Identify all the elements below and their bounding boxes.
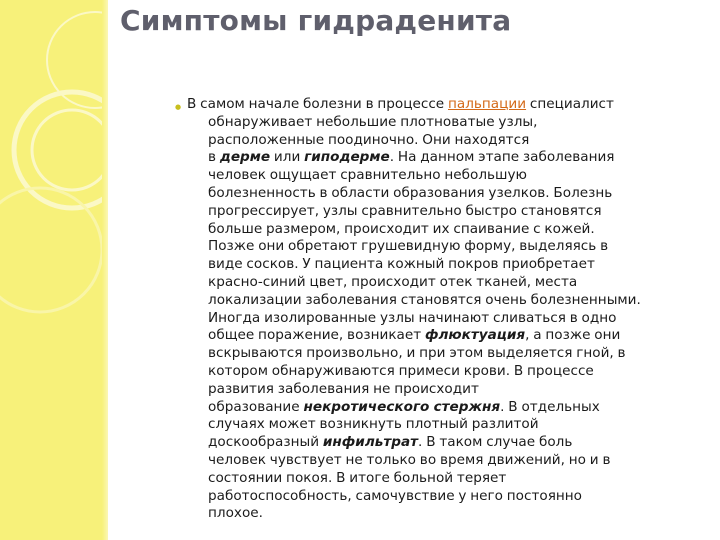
slide-title: Симптомы гидраденита	[120, 4, 512, 37]
text-run: плохое.	[208, 505, 263, 522]
bullet-item	[175, 96, 702, 523]
text-run: расположенные поодиночно. Они находятся	[208, 131, 530, 148]
text-line	[208, 345, 702, 363]
text-line	[208, 167, 702, 185]
text-run: обнаруживает небольшие плотноватые узлы,	[208, 113, 538, 130]
text-run: . На данном этапе заболевания	[389, 149, 615, 166]
text-run: работоспособность, самочувствие у него постоянно	[208, 487, 582, 504]
text-run: котором обнаруживаются примеси крови. В процессе	[208, 362, 594, 379]
text-run: В самом начале болезни в процессе	[187, 96, 448, 112]
text-line	[208, 381, 702, 399]
emphasis-term: гиподерме	[304, 149, 390, 166]
text-line	[208, 310, 702, 328]
text-line	[208, 203, 702, 221]
text-line	[208, 452, 702, 470]
text-run: специалист	[526, 96, 614, 112]
text-run: виде сосков. У пациента кожный покров приобретает	[208, 256, 595, 273]
text-run: локализации заболевания становятся очень болезненными.	[208, 291, 641, 308]
text-run: общее поражение, возникает	[208, 327, 425, 344]
text-line	[208, 327, 702, 345]
text-run: или	[270, 149, 305, 166]
text-line	[208, 399, 702, 417]
decorative-side-band	[0, 0, 108, 540]
text-run: прогрессирует, узлы сравнительно быстро становятся	[208, 202, 602, 219]
text-line	[208, 363, 702, 381]
text-line	[208, 221, 702, 239]
text-run: Позже они обретают грушевидную форму, выделяясь в	[208, 238, 609, 255]
text-run: образование	[208, 398, 304, 415]
text-run: доскообразный	[208, 434, 323, 451]
text-run: развития заболевания не происходит	[208, 380, 479, 397]
text-run: человек ощущает сравнительно небольшую	[208, 167, 527, 184]
text-run: больше размером, происходит их спаивание с кожей.	[208, 220, 595, 237]
band-edge	[102, 0, 108, 540]
text-line	[208, 132, 702, 150]
text-run: болезненность в области образования узелков. Болезнь	[208, 184, 613, 201]
text-run: в	[208, 149, 220, 166]
bullet-dot-icon: ●	[175, 103, 182, 111]
text-line	[208, 149, 702, 167]
emphasis-term: флюктуация	[424, 327, 526, 344]
emphasis-term: некротического стержня	[303, 398, 501, 415]
circle-rings-decoration	[0, 0, 108, 540]
text-run: красно-синий цвет, происходит отек тканей, места	[208, 273, 578, 290]
text-line	[208, 416, 702, 434]
text-run: Иногда изолированные узлы начинают сливаться в одно	[208, 309, 617, 326]
text-line	[208, 114, 702, 132]
text-line	[208, 185, 702, 203]
text-line	[187, 96, 702, 114]
emphasis-term: дерме	[219, 149, 271, 166]
text-line	[208, 434, 702, 452]
text-line	[208, 238, 702, 256]
text-run: вскрываются произвольно, и при этом выделяется гной, в	[208, 345, 626, 362]
text-run: человек чувствует не только во время движений, но и в	[208, 451, 611, 468]
text-line	[208, 488, 702, 506]
text-run: состоянии покоя. В итоге больной теряет	[208, 469, 507, 486]
text-line	[208, 292, 702, 310]
text-run: . В таком случае боль	[418, 434, 573, 451]
text-run: . В отдельных	[500, 398, 600, 415]
text-run: случаях может возникнуть плотный разлитой	[208, 416, 539, 433]
palpation-link[interactable]: пальпации	[448, 96, 527, 112]
text-line	[208, 505, 702, 523]
text-line	[208, 274, 702, 292]
text-line	[208, 470, 702, 488]
text-line	[208, 256, 702, 274]
text-run: , а позже они	[525, 327, 621, 344]
bullet-text	[187, 96, 702, 523]
emphasis-term: инфильтрат	[322, 434, 419, 451]
